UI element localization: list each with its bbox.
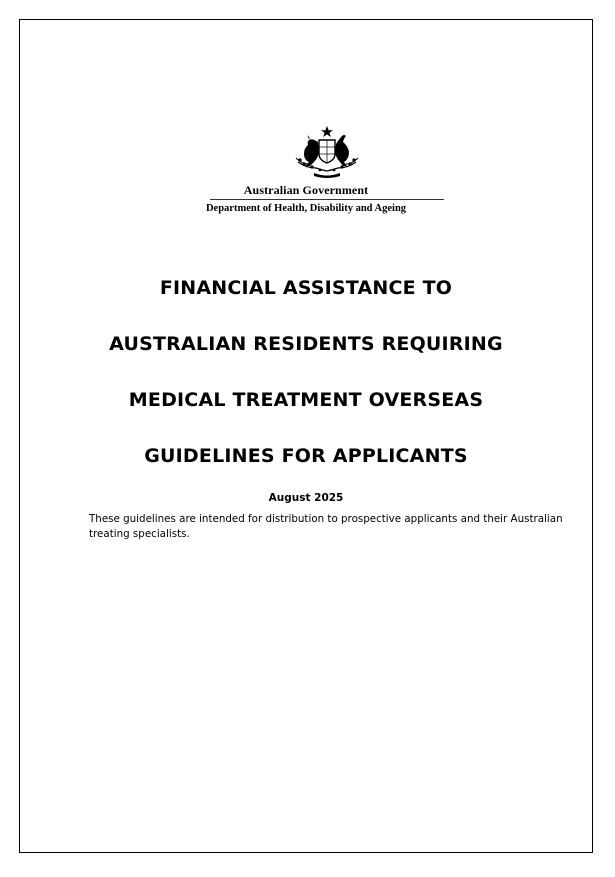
title-line-2: AUSTRALIAN RESIDENTS REQUIRING — [109, 333, 503, 355]
publication-date: August 2025 — [268, 492, 344, 504]
coat-of-arms-icon — [292, 124, 362, 180]
header-divider — [210, 199, 444, 200]
government-name: Australian Government — [243, 183, 369, 197]
department-name: Department of Health, Disability and Ageing — [205, 203, 407, 214]
intro-paragraph: These guidelines are intended for distribution to prospective applicants and their Australian treating specialists. — [89, 513, 563, 540]
title-line-1: FINANCIAL ASSISTANCE TO — [159, 277, 453, 299]
title-line-3: MEDICAL TREATMENT OVERSEAS — [128, 389, 484, 411]
title-line-4: GUIDELINES FOR APPLICANTS — [144, 445, 468, 467]
document-page — [19, 19, 593, 853]
